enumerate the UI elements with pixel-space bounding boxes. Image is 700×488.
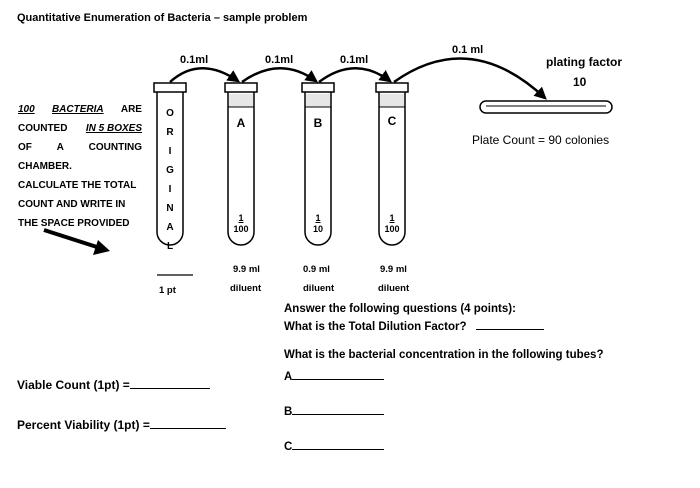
original-tube-label bbox=[159, 104, 181, 256]
questions-header: Answer the following questions (4 points): bbox=[284, 303, 516, 315]
instr-counting: COUNTING bbox=[88, 142, 142, 153]
instr-line4: CHAMBER. bbox=[18, 161, 72, 172]
viable-count bbox=[17, 378, 210, 392]
tube-c-fraction bbox=[380, 213, 404, 235]
question-total-dilution bbox=[284, 321, 544, 333]
viable-count-text: Viable Count (1pt) = bbox=[17, 378, 130, 392]
instr-line7: THE SPACE PROVIDED bbox=[18, 218, 130, 229]
question-total-dilution-text: What is the Total Dilution Factor? bbox=[284, 321, 467, 333]
instructions bbox=[18, 100, 142, 233]
tube-a-fraction bbox=[229, 213, 253, 235]
tube-b-fraction-den: 10 bbox=[312, 224, 323, 234]
original-letter: R bbox=[166, 127, 174, 138]
original-letter: G bbox=[166, 165, 174, 176]
tube-b-label: B bbox=[313, 116, 323, 130]
transfer-arrow-3 bbox=[319, 68, 390, 82]
transfer-label-1: 0.1ml bbox=[180, 54, 209, 66]
transfer-label-2: 0.1ml bbox=[265, 54, 294, 66]
answer-a-label: A bbox=[284, 371, 293, 383]
instr-bacteria: BACTERIA bbox=[51, 104, 104, 115]
transfer-arrow-4 bbox=[394, 58, 545, 98]
original-letter: O bbox=[166, 108, 174, 119]
tube-c-volume: 9.9 ml bbox=[380, 264, 407, 275]
transfer-arrow-1 bbox=[170, 68, 238, 82]
transfer-label-3: 0.1ml bbox=[340, 54, 369, 66]
answer-b-label: B bbox=[284, 406, 293, 418]
transfer-label-4: 0.1 ml bbox=[452, 44, 484, 56]
plating-factor-label: plating factor bbox=[546, 55, 623, 69]
percent-viability-text: Percent Viability (1pt) = bbox=[17, 418, 150, 432]
plate-count: Plate Count = 90 colonies bbox=[472, 133, 610, 147]
tube-a-volume: 9.9 ml bbox=[233, 264, 260, 275]
tube-a-fraction-den: 100 bbox=[233, 224, 249, 234]
tube-a-label: A bbox=[236, 116, 246, 130]
answer-b-field[interactable] bbox=[292, 414, 384, 415]
original-letter: I bbox=[168, 184, 172, 195]
instr-line6: COUNT AND WRITE IN bbox=[18, 199, 126, 210]
instr-of: OF bbox=[18, 142, 32, 153]
instr-in-5-boxes: IN 5 BOXES bbox=[85, 123, 142, 134]
plating-factor-value: 10 bbox=[573, 75, 587, 89]
answer-a bbox=[284, 371, 384, 383]
percent-viability bbox=[17, 418, 226, 432]
tube-c-fraction-num: 1 bbox=[389, 213, 395, 223]
instr-line5: CALCULATE THE TOTAL bbox=[18, 180, 137, 191]
viable-count-field[interactable] bbox=[130, 388, 210, 389]
percent-viability-field[interactable] bbox=[150, 428, 226, 429]
answer-b bbox=[284, 406, 384, 418]
petri-plate bbox=[480, 101, 612, 113]
tube-a-fraction-num: 1 bbox=[238, 213, 244, 223]
tube-b-volume: 0.9 ml bbox=[303, 264, 330, 275]
total-dilution-answer[interactable] bbox=[476, 329, 544, 330]
tube-c-diluent: diluent bbox=[378, 283, 410, 294]
tube-b-fraction bbox=[306, 213, 330, 235]
pointer-arrow bbox=[44, 230, 110, 255]
instr-are: ARE bbox=[120, 104, 142, 115]
original-letter: N bbox=[166, 203, 174, 214]
question-concentration: What is the bacterial concentration in the following tubes? bbox=[284, 349, 604, 361]
instr-a: A bbox=[56, 142, 64, 153]
original-letter: A bbox=[166, 222, 174, 233]
original-points: 1 pt bbox=[159, 285, 176, 296]
answer-c-field[interactable] bbox=[292, 449, 384, 450]
tube-b-fraction-num: 1 bbox=[315, 213, 321, 223]
answer-c-label: C bbox=[284, 441, 293, 453]
instr-count: 100 bbox=[18, 104, 35, 115]
transfer-arrow-2 bbox=[242, 68, 316, 82]
original-letter: I bbox=[168, 146, 172, 157]
page-title: Quantitative Enumeration of Bacteria – sample problem bbox=[17, 12, 308, 24]
tube-a-diluent: diluent bbox=[230, 283, 262, 294]
tube-b-diluent: diluent bbox=[303, 283, 335, 294]
answer-c bbox=[284, 441, 384, 453]
instr-counted: COUNTED bbox=[18, 123, 68, 134]
answer-a-field[interactable] bbox=[292, 379, 384, 380]
tube-c-label: C bbox=[387, 114, 397, 128]
original-letter: L bbox=[166, 241, 174, 252]
tube-c-fraction-den: 100 bbox=[384, 224, 400, 234]
